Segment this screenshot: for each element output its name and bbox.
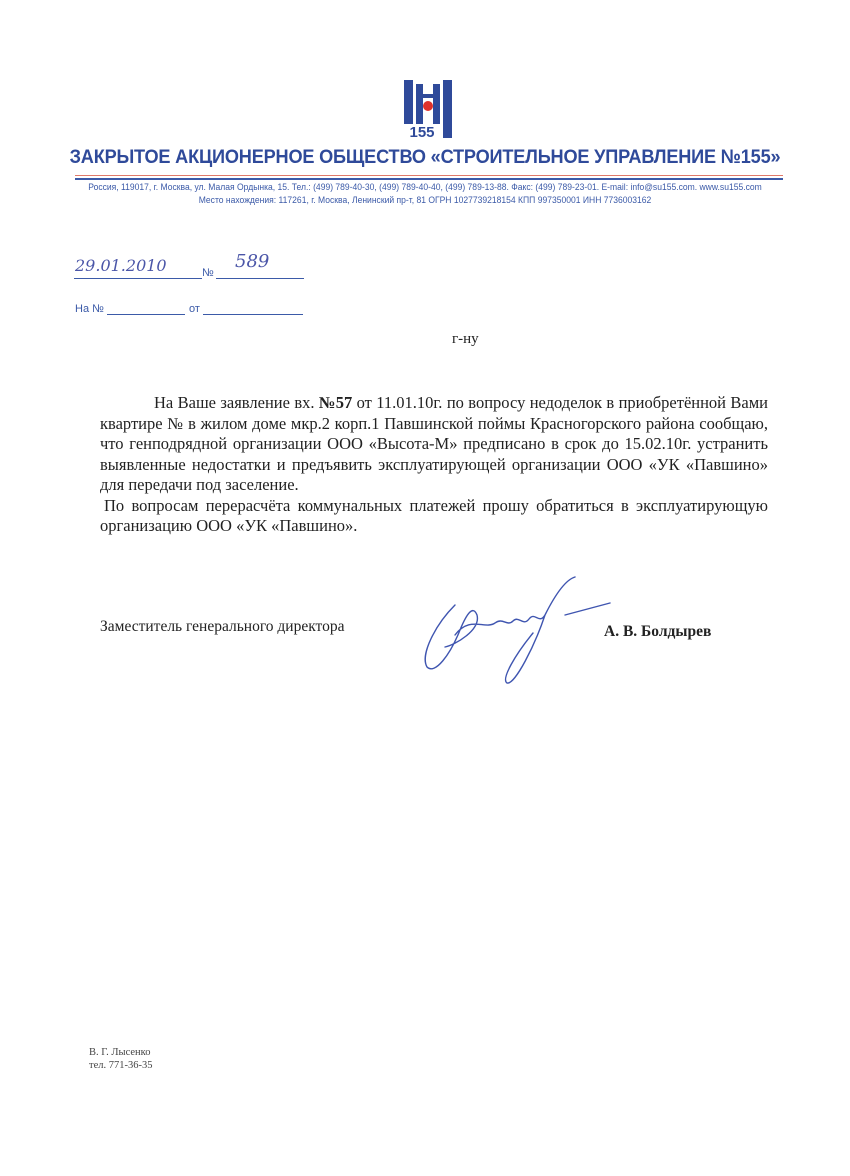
handwritten-signature-icon xyxy=(415,575,615,695)
application-number: №57 xyxy=(318,393,353,412)
reply-date-underline xyxy=(203,314,303,315)
paragraph-1-rest: от 11.01.10г. по вопросу недоделок в приобретённой Вами квартире № в жилом доме мкр.2 корп.1 Павшинской поймы Красногорского района сообщаю, что генподрядной организации ООО «Высота-М» предписано в срок до 15.02.10г. устранить выявленные недостатки и предъявить эксплуатирующей организации ООО «УК «Павшино» для передачи под заселение. xyxy=(100,393,768,494)
executor-info xyxy=(89,1046,152,1072)
executor-name: В. Г. Лысенко xyxy=(89,1047,151,1058)
letter-number: 589 xyxy=(235,251,270,272)
company-registration: Место нахождения: 117261, г. Москва, Ленинский пр-т, 81 ОГРН 1027739218154 КПП 997350001 ИНН 7736003162 xyxy=(198,195,652,206)
number-label: № xyxy=(202,267,214,279)
number-underline xyxy=(216,278,304,279)
company-name: ЗАКРЫТОЕ АКЦИОНЕРНОЕ ОБЩЕСТВО «СТРОИТЕЛЬНОЕ УПРАВЛЕНИЕ №155» xyxy=(69,146,781,168)
letter-date: 29.01.2010 xyxy=(75,256,167,275)
paragraph-1-start: На Ваше заявление вх. xyxy=(154,393,319,412)
company-logo-icon xyxy=(402,78,454,140)
executor-phone: тел. 771-36-35 xyxy=(89,1060,153,1071)
company-contacts: Россия, 119017, г. Москва, ул. Малая Ордынка, 15. Тел.: (499) 789-40-30, (499) 789-40-40, (499) 789-13-88. Факс: (499) 789-23-01. E-mail: info@su155.com. www.su155.com xyxy=(88,182,762,193)
logo-label: 155 xyxy=(409,124,435,140)
signatory-name: А. В. Болдырев xyxy=(604,623,712,640)
signatory-title: Заместитель генерального директора xyxy=(100,618,345,635)
paragraph-2: По вопросам перерасчёта коммунальных платежей прошу обратиться в эксплуатирующую организацию ООО «УК «Павшино». xyxy=(100,495,768,535)
reply-number-underline xyxy=(107,314,185,315)
letter-body xyxy=(100,393,768,537)
salutation: г-ну xyxy=(452,331,479,347)
header-rule-red xyxy=(75,175,783,176)
date-underline xyxy=(74,278,202,279)
from-label: от xyxy=(189,303,200,315)
header-rule-blue xyxy=(75,178,783,180)
paragraph-1 xyxy=(100,393,768,496)
reply-to-label: На № xyxy=(75,303,104,315)
